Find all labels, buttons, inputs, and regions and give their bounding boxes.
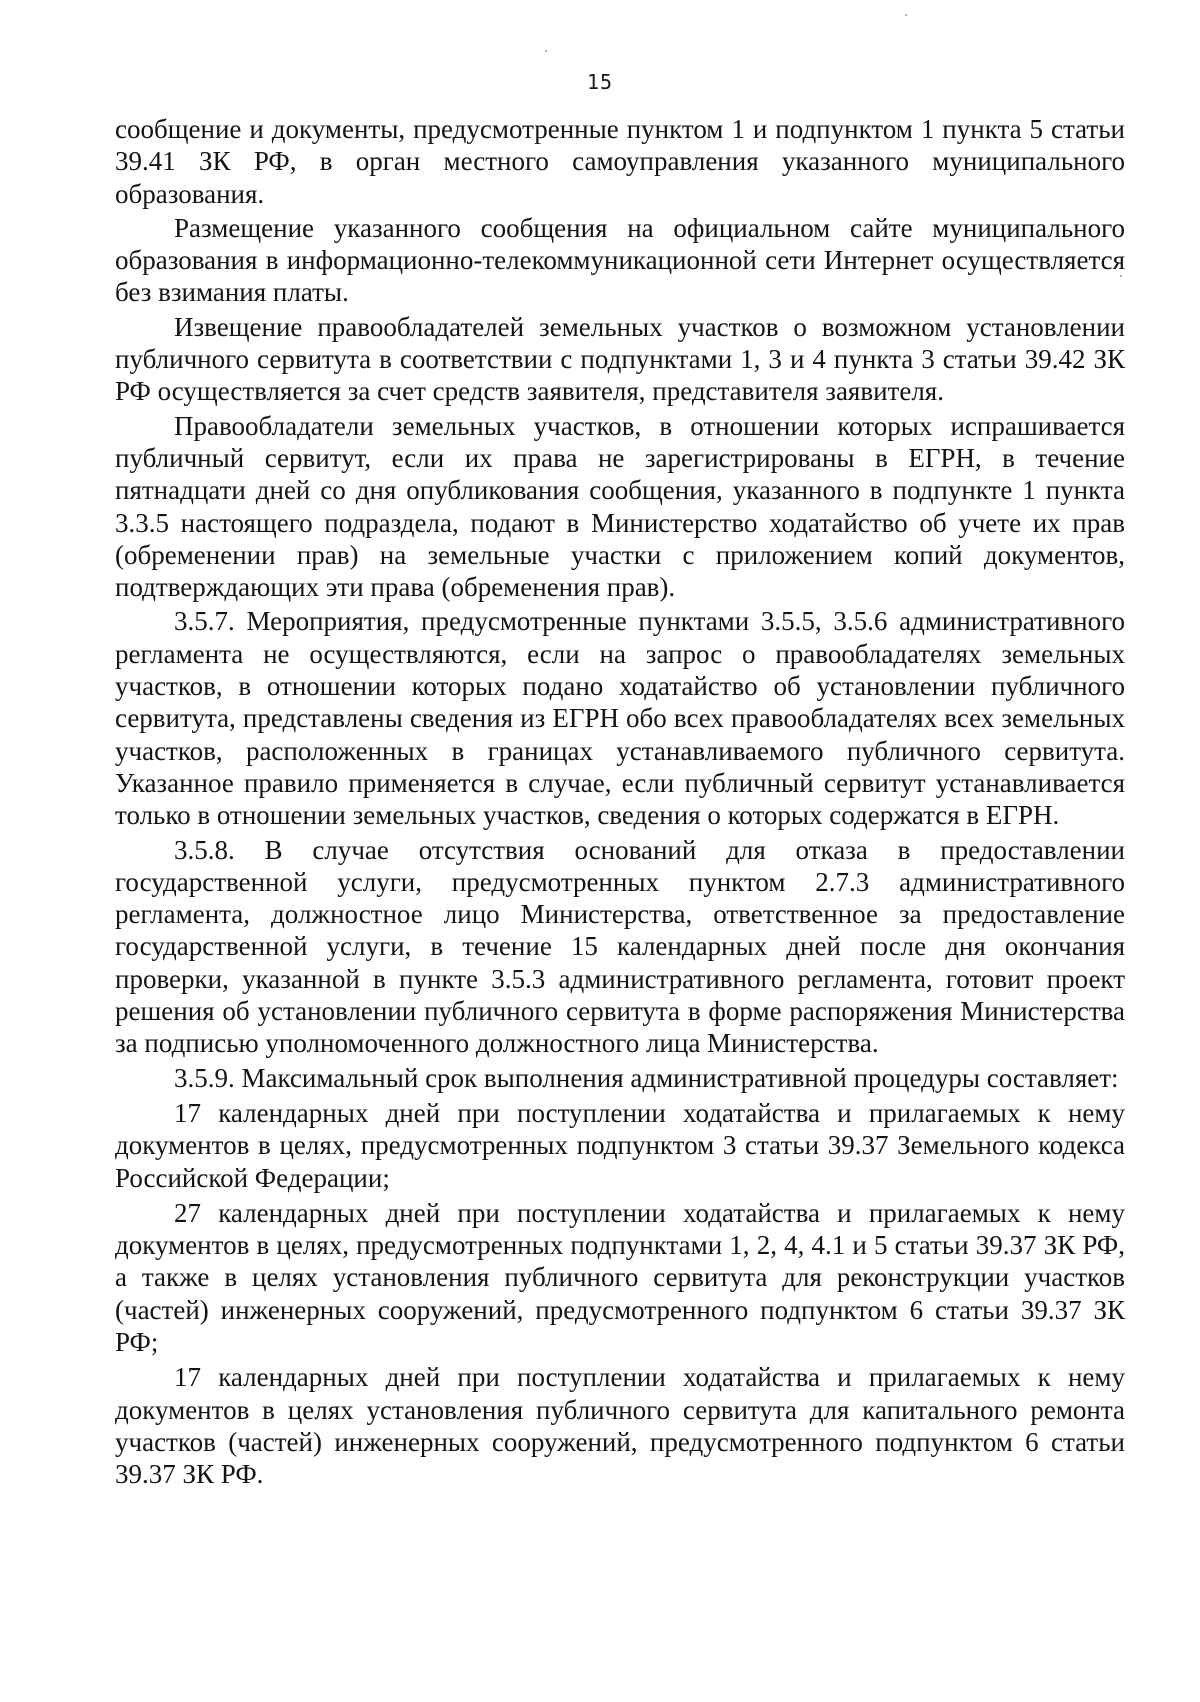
paragraph-3-5-9: 3.5.9. Максимальный срок выполнения административной процедуры составляет: — [174, 1062, 1119, 1093]
paragraph-term-17-days-art-3: 17 календарных дней при поступлении ходатайства и прилагаемых к нему документов в целях, предусмотренных подпунктом 3 статьи 39.37 Земельного кодекса Российской Федерации; — [115, 1097, 1125, 1193]
paragraph-notification-costs: Извещение правообладателей земельных участков о возможном установлении публичного сервитута в соответствии с подпунктами 1, 3 и 4 пункта 3 статьи 39.42 ЗК РФ осуществляется за счет средств заявителя, представителя заявителя. — [115, 311, 1125, 407]
paragraph-continuation: сообщение и документы, предусмотренные пунктом 1 и подпунктом 1 пункта 5 статьи 39.41 ЗК РФ, в орган местного самоуправления указанного муниципального образования. — [115, 114, 1125, 209]
paragraph-website-posting: Размещение указанного сообщения на официальном сайте муниципального образования в информационно-телекоммуникационной сети Интернет осуществляется без взимания платы. — [115, 212, 1125, 308]
scan-speck — [545, 50, 547, 52]
document-body — [115, 113, 1125, 1492]
scan-speck — [1120, 275, 1122, 277]
paragraph-unregistered-rights: Правообладатели земельных участков, в отношении которых испрашивается публичный сервитут, если их права не зарегистрированы в ЕГРН, в течение пятнадцати дней со дня опубликования сообщения, указанного в подпункте 1 пункта 3.3.5 настоящего подраздела, подают в Министерство ходатайство об учете их прав (обременении прав) на земельные участки с приложением копий документов, подтверждающих эти права (обременения прав). — [115, 410, 1125, 603]
paragraph-term-27-days: 27 календарных дней при поступлении ходатайства и прилагаемых к нему документов в целях, предусмотренных подпунктами 1, 2, 4, 4.1 и 5 статьи 39.37 ЗК РФ, а также в целях установления публичного сервитута для реконструкции участков (частей) инженерных сооружений, предусмотренного подпунктом 6 статьи 39.37 ЗК РФ; — [115, 1197, 1125, 1357]
paragraph-term-17-days-capital-repair: 17 календарных дней при поступлении ходатайства и прилагаемых к нему документов в целях установления публичного сервитута для капитального ремонта участков (частей) инженерных сооружений, предусмотренного подпунктом 6 статьи 39.37 ЗК РФ. — [115, 1362, 1125, 1490]
page-number: 15 — [586, 70, 614, 94]
paragraph-3-5-8: 3.5.8. В случае отсутствия оснований для отказа в предоставлении государственной услуги, предусмотренных пунктом 2.7.3 административного регламента, должностное лицо Министерства, ответственное за предоставление государственной услуги, в течение 15 календарных дней после дня окончания проверки, указанной в пункте 3.5.3 административного регламента, готовит проект решения об установлении публичного сервитута в форме распоряжения Министерства за подписью уполномоченного должностного лица Министерства. — [115, 834, 1125, 1059]
paragraph-3-5-7: 3.5.7. Мероприятия, предусмотренные пунктами 3.5.5, 3.5.6 административного регламента не осуществляются, если на запрос о правообладателях земельных участков, в отношении которых подано ходатайство об установлении публичного сервитута, представлены сведения из ЕГРН обо всех правообладателях всех земельных участков, расположенных в границах устанавливаемого публичного сервитута. Указанное правило применяется в случае, если публичный сервитут устанавливается только в отношении земельных участков, сведения о которых содержатся в ЕГРН. — [115, 606, 1125, 831]
scan-speck — [905, 14, 907, 16]
